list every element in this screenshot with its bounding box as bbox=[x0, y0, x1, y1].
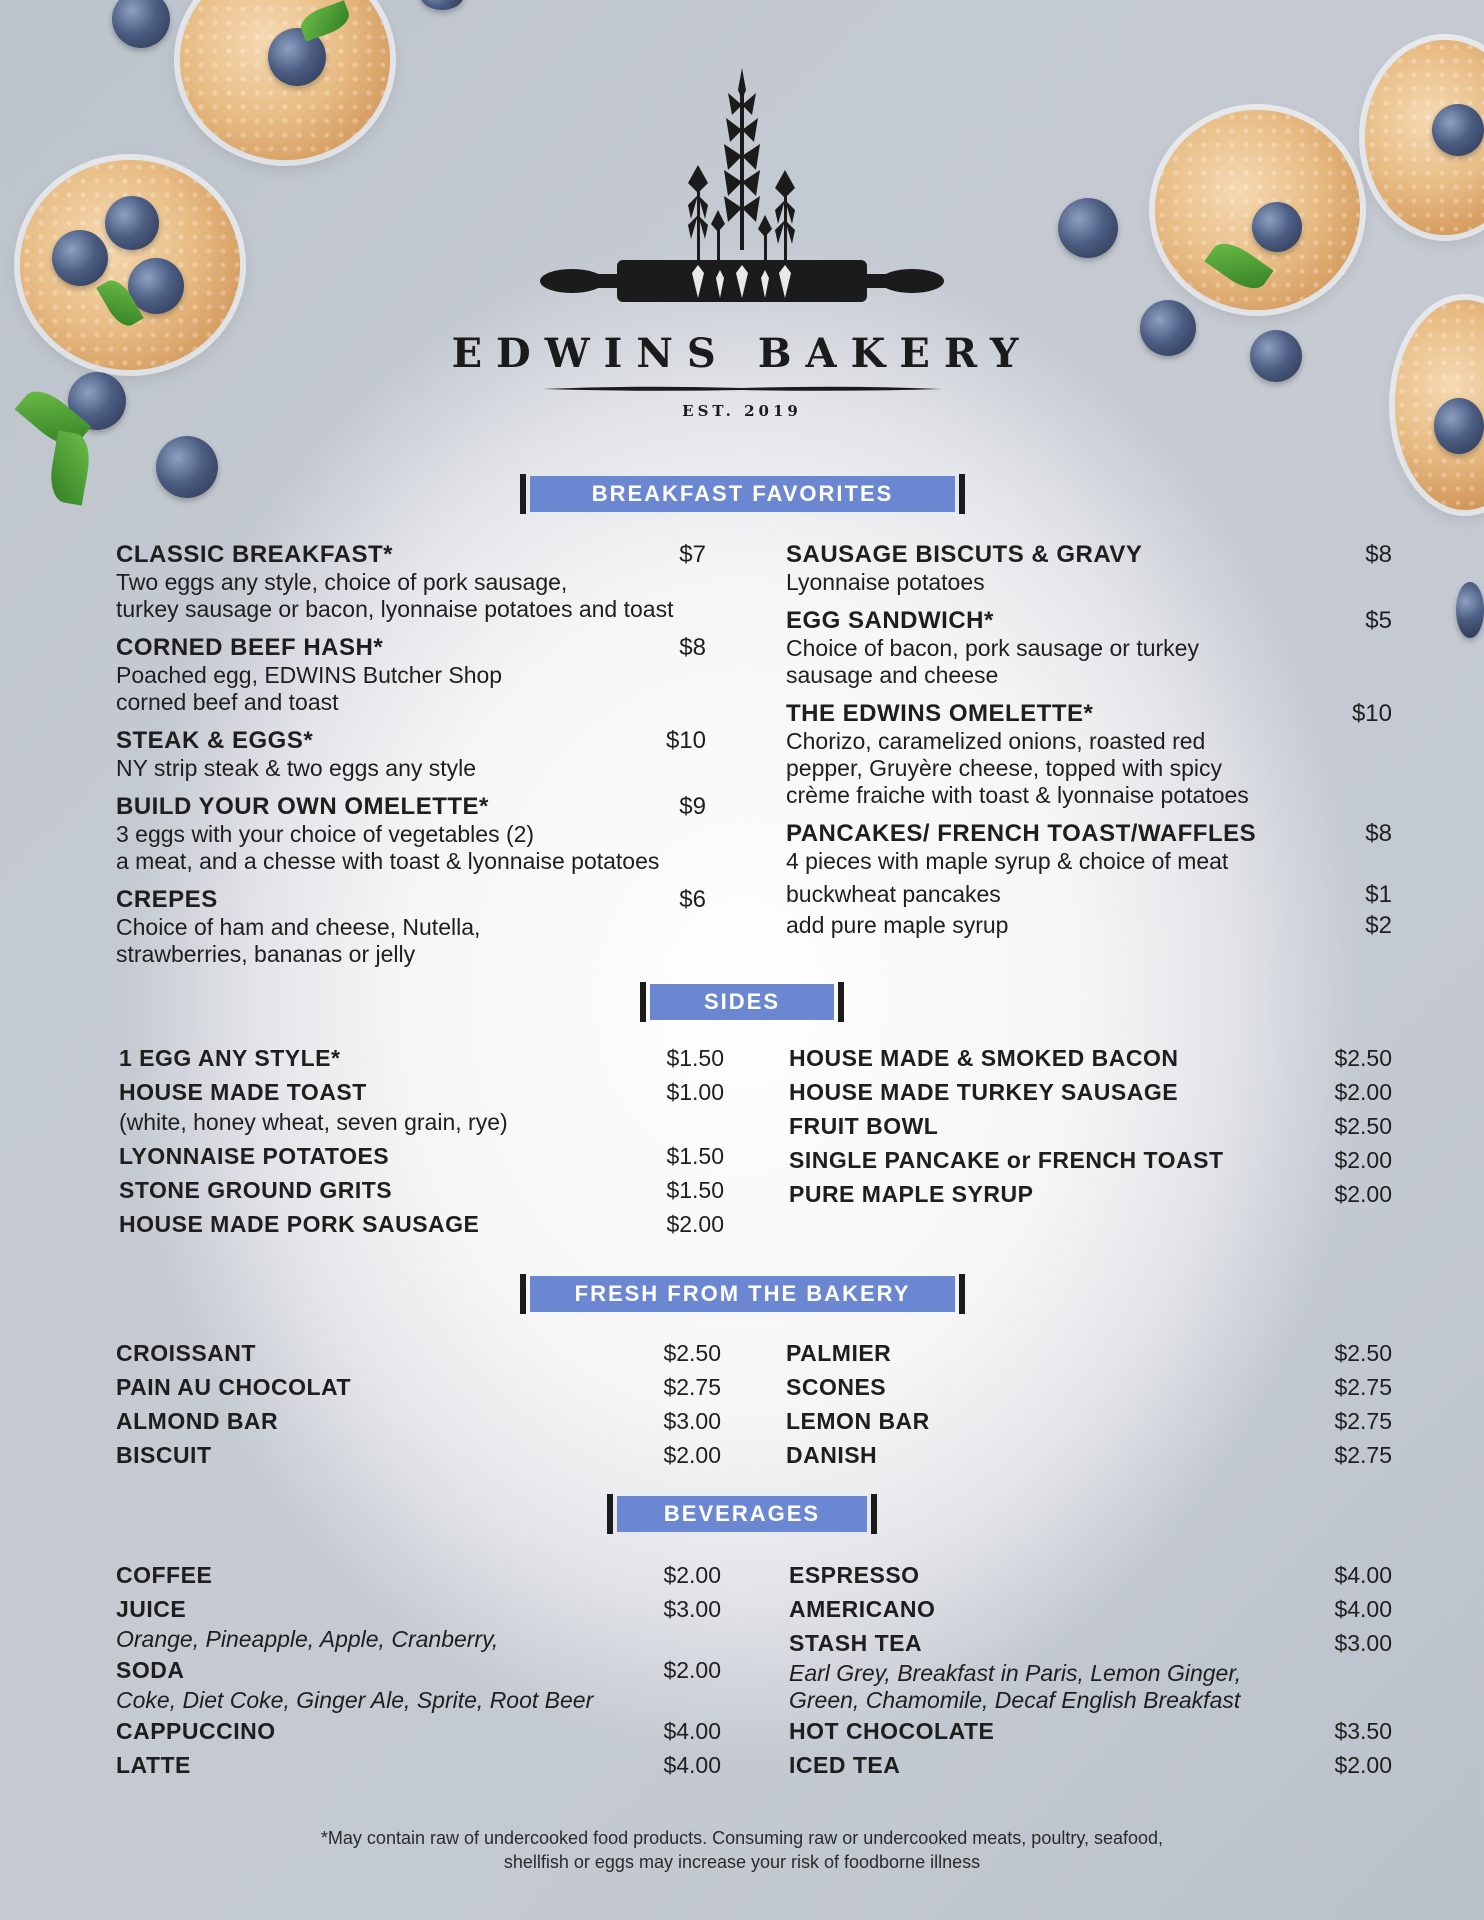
item-price: $4.00 bbox=[1334, 1562, 1392, 1588]
item-name: BUILD YOUR OWN OMELETTE* bbox=[116, 793, 489, 820]
menu-item bbox=[786, 540, 1392, 596]
blueberry-image bbox=[68, 372, 126, 430]
menu-item bbox=[116, 1714, 721, 1748]
bakery-left-column bbox=[116, 1336, 721, 1472]
item-name: CROISSANT bbox=[116, 1340, 256, 1366]
item-description: crème fraiche with toast & lyonnaise potatoes bbox=[786, 782, 1249, 808]
section-title: BEVERAGES bbox=[617, 1496, 867, 1532]
addon-item bbox=[786, 879, 1392, 910]
menu-item bbox=[789, 1177, 1392, 1211]
addon-price: $1 bbox=[1365, 881, 1392, 908]
item-description: 4 pieces with maple syrup & choice of meat bbox=[786, 848, 1229, 874]
breakfast-right-column bbox=[786, 540, 1392, 941]
menu-item bbox=[116, 1592, 721, 1626]
item-name: CORNED BEEF HASH* bbox=[116, 634, 384, 661]
menu-item bbox=[119, 1041, 724, 1075]
menu-item bbox=[786, 1438, 1392, 1472]
item-description: a meat, and a chesse with toast & lyonnaise potatoes bbox=[116, 848, 660, 874]
item-price: $2.75 bbox=[663, 1374, 721, 1400]
item-price: $2.50 bbox=[663, 1340, 721, 1366]
disclaimer-line: *May contain raw of undercooked food products. Consuming raw or undercooked meats, poultry, seafood, bbox=[320, 1828, 1164, 1848]
item-price: $2.00 bbox=[1334, 1147, 1392, 1173]
mint-leaf-image bbox=[46, 430, 94, 505]
menu-item bbox=[786, 819, 1392, 875]
menu-item bbox=[789, 1109, 1392, 1143]
item-description: Choice of ham and cheese, Nutella, bbox=[116, 914, 481, 940]
bakery-logo bbox=[0, 60, 1484, 320]
item-name: STEAK & EGGS* bbox=[116, 727, 314, 754]
item-name: CREPES bbox=[116, 886, 218, 913]
blueberry-image bbox=[420, 0, 464, 10]
item-price: $2.50 bbox=[1334, 1340, 1392, 1366]
item-price: $2.75 bbox=[1334, 1442, 1392, 1468]
item-description: corned beef and toast bbox=[116, 689, 339, 715]
item-name: HOUSE MADE & SMOKED BACON bbox=[789, 1045, 1179, 1071]
item-description: Lyonnaise potatoes bbox=[786, 569, 985, 595]
item-note: Coke, Diet Coke, Ginger Ale, Sprite, Root Beer bbox=[116, 1687, 594, 1713]
menu-item bbox=[789, 1592, 1392, 1626]
item-name: HOUSE MADE TOAST bbox=[119, 1079, 367, 1105]
item-name: DANISH bbox=[786, 1442, 878, 1468]
established-text: EST. 2019 bbox=[682, 402, 802, 420]
item-price: $3.00 bbox=[663, 1596, 721, 1622]
item-note: Earl Grey, Breakfast in Paris, Lemon Ginger, Green, Chamomile, Decaf English Breakfast bbox=[789, 1660, 1242, 1713]
item-name: STONE GROUND GRITS bbox=[119, 1177, 393, 1203]
item-price: $3.00 bbox=[663, 1408, 721, 1434]
item-description: NY strip steak & two eggs any style bbox=[116, 755, 477, 781]
item-price: $8 bbox=[1365, 541, 1392, 568]
menu-item bbox=[119, 1139, 724, 1173]
item-name: PURE MAPLE SYRUP bbox=[789, 1181, 1034, 1207]
menu-item bbox=[116, 1558, 721, 1592]
item-name: PALMIER bbox=[786, 1340, 892, 1366]
item-price: $4.00 bbox=[1334, 1596, 1392, 1622]
menu-item bbox=[116, 1404, 721, 1438]
item-description: turkey sausage or bacon, lyonnaise potatoes and toast bbox=[116, 596, 674, 622]
menu-item bbox=[116, 1653, 721, 1687]
menu-item bbox=[116, 1748, 721, 1782]
section-header-bakery bbox=[520, 1274, 965, 1314]
item-name: PANCAKES/ FRENCH TOAST/WAFFLES bbox=[786, 820, 1257, 847]
allergy-disclaimer bbox=[0, 1826, 1484, 1874]
item-name: HOUSE MADE TURKEY SAUSAGE bbox=[789, 1079, 1179, 1105]
blueberry-image bbox=[156, 436, 218, 498]
menu-item bbox=[116, 1370, 721, 1404]
menu-item bbox=[786, 1370, 1392, 1404]
item-price: $3.00 bbox=[1334, 1630, 1392, 1656]
item-price: $8 bbox=[679, 634, 706, 661]
item-price: $2.50 bbox=[1334, 1045, 1392, 1071]
item-name: HOUSE MADE PORK SAUSAGE bbox=[119, 1211, 480, 1237]
item-price: $4.00 bbox=[663, 1752, 721, 1778]
item-description: strawberries, bananas or jelly bbox=[116, 941, 416, 967]
item-price: $2.00 bbox=[1334, 1079, 1392, 1105]
item-name: PAIN AU CHOCOLAT bbox=[116, 1374, 352, 1400]
item-price: $2.00 bbox=[663, 1562, 721, 1588]
menu-item bbox=[116, 1438, 721, 1472]
item-price: $2.75 bbox=[1334, 1374, 1392, 1400]
menu-item bbox=[786, 1336, 1392, 1370]
menu-item bbox=[116, 885, 706, 968]
item-price: $8 bbox=[1365, 820, 1392, 847]
menu-item bbox=[789, 1041, 1392, 1075]
item-name: JUICE bbox=[116, 1596, 187, 1622]
menu-item bbox=[789, 1558, 1392, 1592]
item-price: $2.00 bbox=[663, 1442, 721, 1468]
item-description: Two eggs any style, choice of pork sausage, bbox=[116, 569, 568, 595]
menu-item bbox=[789, 1748, 1392, 1782]
wheat-rolling-pin-icon bbox=[532, 60, 952, 320]
section-header-beverages bbox=[607, 1494, 877, 1534]
item-name: LYONNAISE POTATOES bbox=[119, 1143, 390, 1169]
item-name: HOT CHOCOLATE bbox=[789, 1718, 995, 1744]
menu-item bbox=[116, 633, 706, 716]
item-note: (white, honey wheat, seven grain, rye) bbox=[119, 1109, 508, 1135]
menu-item bbox=[786, 1404, 1392, 1438]
item-note: Orange, Pineapple, Apple, Cranberry, bbox=[116, 1626, 499, 1652]
brand-name: EDWINS BAKERY bbox=[451, 330, 1033, 377]
item-name: ALMOND BAR bbox=[116, 1408, 279, 1434]
item-name: COFFEE bbox=[116, 1562, 213, 1588]
item-description: 3 eggs with your choice of vegetables (2) bbox=[116, 821, 535, 847]
item-price: $5 bbox=[1365, 607, 1392, 634]
menu-item bbox=[119, 1207, 724, 1241]
menu-item bbox=[789, 1075, 1392, 1109]
addon-item bbox=[786, 910, 1392, 941]
menu-item bbox=[789, 1143, 1392, 1177]
breakfast-left-column bbox=[116, 540, 706, 978]
item-price: $9 bbox=[679, 793, 706, 820]
item-price: $1.50 bbox=[666, 1045, 724, 1071]
item-name: AMERICANO bbox=[789, 1596, 936, 1622]
menu-item bbox=[786, 606, 1392, 689]
item-name: LEMON BAR bbox=[786, 1408, 930, 1434]
item-price: $2.00 bbox=[1334, 1181, 1392, 1207]
beverages-right-column bbox=[789, 1558, 1392, 1782]
item-name: STASH TEA bbox=[789, 1630, 923, 1656]
menu-item bbox=[119, 1075, 724, 1109]
section-header-breakfast bbox=[520, 474, 965, 514]
menu-item bbox=[116, 540, 706, 623]
item-name: SINGLE PANCAKE or FRENCH TOAST bbox=[789, 1147, 1224, 1173]
beverages-left-column bbox=[116, 1558, 721, 1782]
menu-item bbox=[116, 1336, 721, 1370]
item-name: FRUIT BOWL bbox=[789, 1113, 939, 1139]
item-name: SCONES bbox=[786, 1374, 887, 1400]
item-name: ICED TEA bbox=[789, 1752, 901, 1778]
item-name: 1 EGG ANY STYLE* bbox=[119, 1045, 341, 1071]
menu-item bbox=[789, 1626, 1392, 1660]
item-price: $2.00 bbox=[663, 1657, 721, 1683]
item-price: $2.00 bbox=[666, 1211, 724, 1237]
item-price: $10 bbox=[665, 727, 706, 754]
item-price: $7 bbox=[679, 541, 706, 568]
item-name: EGG SANDWICH* bbox=[786, 607, 994, 634]
addon-price: $2 bbox=[1365, 912, 1392, 939]
item-price: $1.50 bbox=[666, 1143, 724, 1169]
item-name: ESPRESSO bbox=[789, 1562, 920, 1588]
item-description: pepper, Gruyère cheese, topped with spicy bbox=[786, 755, 1222, 781]
menu-item bbox=[116, 726, 706, 782]
item-price: $2.75 bbox=[1334, 1408, 1392, 1434]
menu-item bbox=[119, 1173, 724, 1207]
item-price: $6 bbox=[679, 886, 706, 913]
brand-divider bbox=[0, 382, 1484, 396]
item-price: $1.00 bbox=[666, 1079, 724, 1105]
section-title: BREAKFAST FAVORITES bbox=[530, 476, 955, 512]
blueberry-image bbox=[1456, 582, 1484, 638]
item-name: CAPPUCCINO bbox=[116, 1718, 276, 1744]
item-price: $4.00 bbox=[663, 1718, 721, 1744]
addon-name: add pure maple syrup bbox=[786, 912, 1009, 938]
item-name: CLASSIC BREAKFAST* bbox=[116, 541, 394, 568]
disclaimer-line: shellfish or eggs may increase your risk of foodborne illness bbox=[503, 1852, 981, 1872]
addon-name: buckwheat pancakes bbox=[786, 881, 1001, 907]
blueberry-image bbox=[112, 0, 170, 48]
item-price: $2.00 bbox=[1334, 1752, 1392, 1778]
section-title: SIDES bbox=[650, 984, 834, 1020]
section-header-sides bbox=[640, 982, 844, 1022]
item-price: $2.50 bbox=[1334, 1113, 1392, 1139]
bakery-right-column bbox=[786, 1336, 1392, 1472]
item-description: Chorizo, caramelized onions, roasted red bbox=[786, 728, 1206, 754]
item-name: BISCUIT bbox=[116, 1442, 212, 1468]
item-price: $10 bbox=[1351, 700, 1392, 727]
item-description: sausage and cheese bbox=[786, 662, 999, 688]
mint-leaf-image bbox=[297, 0, 353, 42]
item-name: SAUSAGE BISCUTS & GRAVY bbox=[786, 541, 1143, 568]
section-title: FRESH FROM THE BAKERY bbox=[530, 1276, 955, 1312]
item-name: SODA bbox=[116, 1657, 185, 1683]
item-description: Choice of bacon, pork sausage or turkey bbox=[786, 635, 1199, 661]
item-price: $1.50 bbox=[666, 1177, 724, 1203]
item-name: THE EDWINS OMELETTE* bbox=[786, 700, 1094, 727]
sides-right-column bbox=[789, 1041, 1392, 1211]
item-name: LATTE bbox=[116, 1752, 191, 1778]
item-price: $3.50 bbox=[1334, 1718, 1392, 1744]
menu-item bbox=[116, 792, 706, 875]
menu-item bbox=[789, 1714, 1392, 1748]
sides-left-column bbox=[119, 1041, 724, 1241]
menu-item bbox=[786, 699, 1392, 809]
item-description: Poached egg, EDWINS Butcher Shop bbox=[116, 662, 503, 688]
